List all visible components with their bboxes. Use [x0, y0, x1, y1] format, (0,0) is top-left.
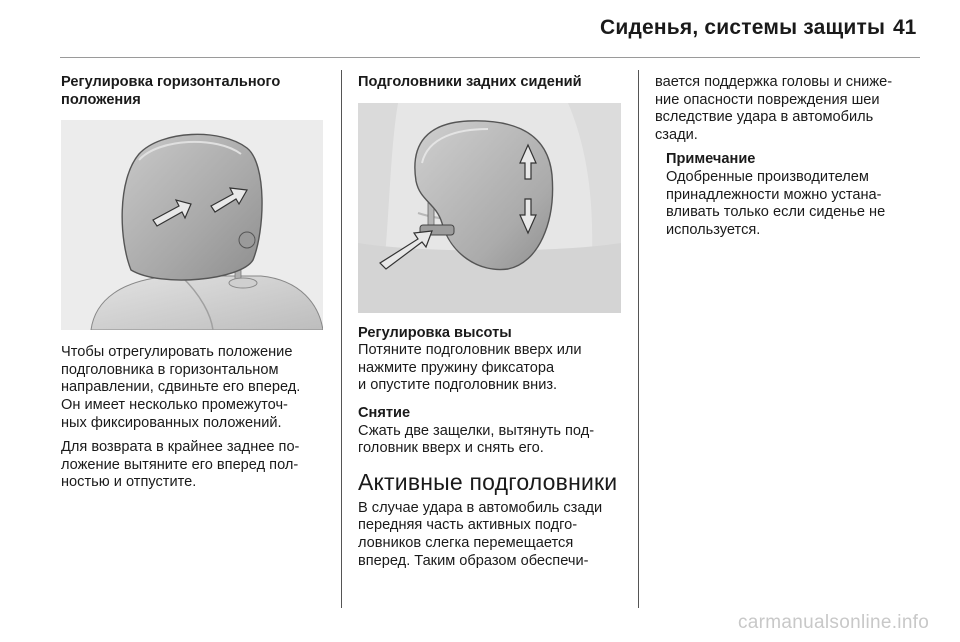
height-adjustment-text: [358, 342, 623, 395]
text-line: ловников слегка перемещается: [358, 534, 574, 551]
text-line: принадлежности можно устана-: [666, 186, 882, 203]
text-line: ложение вытяните его вперед пол-: [61, 456, 299, 473]
rear-headrest-illustration: [358, 103, 621, 313]
removal-heading: Снятие: [358, 404, 411, 421]
column-1: [61, 74, 326, 499]
note-block: [666, 151, 925, 239]
text-line: Чтобы отрегулировать положение: [61, 344, 293, 361]
active-headrests-title: Активные подголовники: [358, 468, 618, 495]
text-line: направлении, сдвиньте его вперед.: [61, 379, 301, 396]
note-heading: Примечание: [666, 151, 756, 168]
site-watermark: carmanualsonline.info: [738, 612, 930, 633]
note-text: [666, 169, 925, 239]
text-line: ных фиксированных положений.: [61, 414, 282, 431]
text-line: передняя часть активных подго-: [358, 517, 578, 534]
height-adjustment-heading: Регулировка высоты: [358, 324, 512, 341]
text-line: Потяните подголовник вверх или: [358, 342, 582, 359]
active-headrests-continued-text: [655, 74, 925, 144]
page-header-title: Сиденья, системы защиты: [600, 16, 886, 39]
text-line: Сжать две защелки, вытянуть под-: [358, 422, 595, 439]
text-line: нажмите пружину фиксатора: [358, 359, 555, 376]
text-line: вследствие удара в автомобиль: [655, 109, 874, 126]
rear-position-text: [61, 439, 326, 492]
column-3: [655, 74, 925, 246]
header-rule: [60, 57, 920, 58]
removal-text: [358, 423, 623, 458]
text-line: вливать только если сиденье не: [666, 204, 886, 221]
text-line: Для возврата в крайнее заднее по-: [61, 439, 300, 456]
headrest-horizontal-illustration: [61, 120, 323, 330]
page-number: 41: [893, 16, 917, 39]
text-line: подголовника в горизонтальном: [61, 361, 279, 378]
text-line: ностью и отпустите.: [61, 474, 197, 491]
text-line: Одобренные производителем: [666, 168, 869, 185]
heading-line: положения: [61, 91, 141, 108]
text-line: В случае удара в автомобиль сзади: [358, 499, 603, 516]
text-line: головник вверх и снять его.: [358, 440, 544, 457]
heading-line: Регулировка горизонтального: [61, 74, 281, 90]
horizontal-adjustment-text: [61, 344, 326, 432]
rear-headrests-heading: Подголовники задних сидений: [358, 74, 582, 90]
text-line: сзади.: [655, 126, 698, 143]
text-line: ние опасности повреждения шеи: [655, 91, 880, 108]
column-2: [358, 74, 623, 577]
column-divider: [341, 70, 342, 608]
active-headrests-text: [358, 500, 623, 570]
horizontal-adjustment-heading: [61, 74, 326, 109]
column-divider: [638, 70, 639, 608]
text-line: вается поддержка головы и сниже-: [655, 74, 893, 90]
text-line: вперед. Таким образом обеспечи-: [358, 552, 589, 569]
text-line: Он имеет несколько промежуточ-: [61, 396, 288, 413]
text-line: и опустите подголовник вниз.: [358, 377, 558, 394]
text-line: используется.: [666, 221, 761, 238]
